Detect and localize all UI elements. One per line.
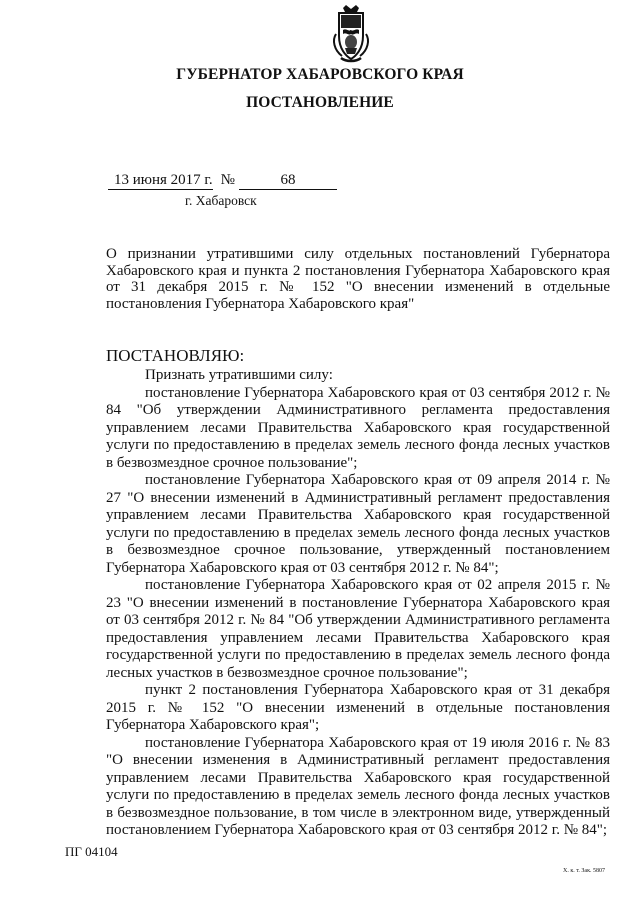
document-body: [106, 367, 610, 840]
body-paragraph: постановление Губернатора Хабаровского края от 02 апреля 2015 г. № 23 "О внесении изменений в постановление Губернатора Хабаровского края от 03 сентября 2012 г. № 84 "Об утверждении Административного регламента предоставления управлением лесами Правительства Хабаровского края государственной услуги по предоставлению в пределах земель лесного фонда лесных участков в безвозмездное срочное пользование";: [106, 577, 610, 681]
form-code: ПГ 04104: [65, 844, 118, 859]
body-paragraph: постановление Губернатора Хабаровского края от 19 июля 2016 г. № 83 "О внесении изменения в Административный регламент предоставления управлением лесами Правительства Хабаровского края государственной услуги по предоставлению в пределах земель лесного фонда лесных участков в безвозмездное пользование, в том числе в электронном виде, утвержденный постановлением Губернатора Хабаровского края от 03 сентября 2012 г. № 84";: [106, 734, 610, 838]
body-paragraph: постановление Губернатора Хабаровского края от 09 апреля 2014 г. № 27 "О внесении изменений в Административный регламент предоставления управлением лесами Правительства Хабаровского края государственной услуги по предоставлению в пределах земель лесного фонда лесных участков в безвозмездное срочное пользование, утвержденный постановлением Губернатора Хабаровского края от 03 сентября 2012 г. № 84";: [106, 472, 610, 576]
document-date: 13 июня 2017 г.: [108, 172, 213, 190]
print-mark: Х. к. т. Зак. 5807: [563, 868, 606, 874]
body-paragraph: пункт 2 постановления Губернатора Хабаровского края от 31 декабря 2015 г. № 152 "О внесении изменений в отдельные постановления Губернатора Хабаровского края";: [106, 682, 610, 733]
body-paragraph: постановление Губернатора Хабаровского края от 03 сентября 2012 г. № 84 "Об утверждении Административного регламента предоставления управлением лесами Правительства Хабаровского края государственной услуги по предоставлению в пределах земель лесного фонда лесных участков в безвозмездное срочное пользование";: [106, 384, 610, 471]
number-label: №: [220, 172, 235, 188]
document-subject: О признании утратившими силу отдельных постановлений Губернатора Хабаровского края и пункта 2 постановления Губернатора Хабаровского края от 31 декабря 2015 г. № 152 "О внесении изменений в отдельные постановления Губернатора Хабаровского края": [106, 246, 610, 312]
document-city: г. Хабаровск: [185, 193, 257, 208]
page-title: ГУБЕРНАТОР ХАБАРОВСКОГО КРАЯ: [176, 66, 464, 83]
decree-word: ПОСТАНОВЛЯЮ:: [106, 346, 245, 365]
body-intro: Признать утратившими силу:: [145, 367, 333, 383]
date-number-line: [108, 172, 337, 190]
document-type: ПОСТАНОВЛЕНИЕ: [246, 94, 394, 111]
document-number: 68: [239, 172, 337, 190]
coat-of-arms-icon: [328, 4, 374, 64]
